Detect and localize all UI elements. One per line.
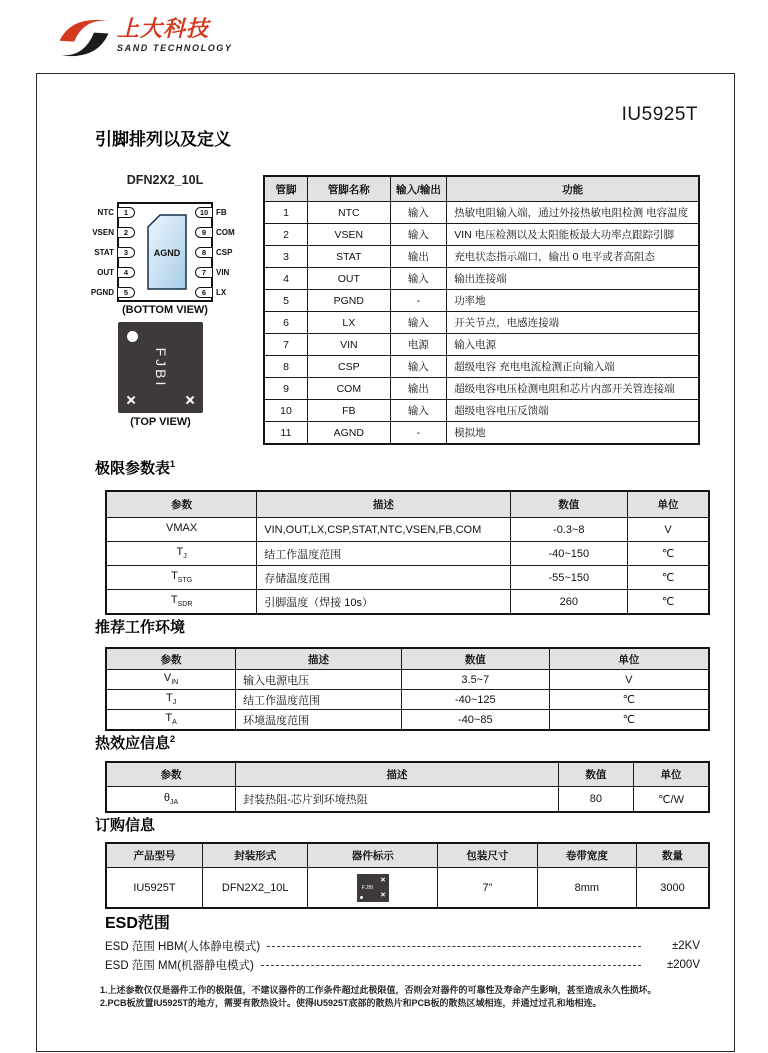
pin-number: 4 <box>123 267 129 277</box>
cell: 输出连接端 <box>447 268 699 290</box>
pin1-marker-dot <box>127 331 138 342</box>
column-header: 封装形式 <box>202 843 308 868</box>
pin-6 <box>195 287 213 298</box>
column-header: 数值 <box>558 762 633 787</box>
esd-line-mm <box>105 957 700 973</box>
top-view-label: (TOP VIEW) <box>130 416 191 428</box>
cell: DFN2X2_10L <box>202 868 308 909</box>
heading-text: 极限参数表 <box>95 460 171 477</box>
pin-name-label: FB <box>216 207 227 217</box>
cell: 热敏电阻输入端，通过外接热敏电阻检测 电容温度 <box>447 202 699 224</box>
column-header: 数量 <box>637 843 709 868</box>
esd-line-hbm <box>105 938 700 954</box>
table-row <box>264 224 699 246</box>
device-marking-icon <box>357 874 389 902</box>
param-symbol: T <box>170 594 178 607</box>
cell: 7” <box>438 868 537 909</box>
part-number-title: IU5925T <box>621 104 698 125</box>
cell: 存储温度范围 <box>257 566 510 590</box>
cell: FB <box>308 400 391 422</box>
cell: 电源 <box>390 334 447 356</box>
cell: 结工作温度范围 <box>236 690 402 710</box>
table-row <box>106 710 709 731</box>
recommended-table <box>105 647 710 731</box>
cell: 5 <box>264 290 308 312</box>
esd-value: ±2KV <box>671 940 700 952</box>
logo-text <box>117 13 233 53</box>
table-row <box>106 690 709 710</box>
cell <box>106 590 257 615</box>
param-subscript: A <box>172 719 177 727</box>
cell: 输入 <box>390 400 447 422</box>
cell: 模拟地 <box>447 422 699 445</box>
pin-7 <box>195 267 213 278</box>
pin-9 <box>195 227 213 238</box>
table-row <box>106 518 709 542</box>
cell: 开关节点，电感连接端 <box>447 312 699 334</box>
cell: VIN 电压检测以及太阳能板最大功率点跟踪引脚 <box>447 224 699 246</box>
cell: -0.3~8 <box>510 518 628 542</box>
cell: 结工作温度范围 <box>257 542 510 566</box>
column-header: 包装尺寸 <box>438 843 537 868</box>
pin1-marker-dot <box>360 896 363 899</box>
table-row <box>264 378 699 400</box>
limits-table <box>105 490 710 615</box>
pin-row <box>70 226 135 238</box>
param-symbol: T <box>165 712 173 725</box>
footnote-2: 2.PCB板放置IU5925T的地方，需要有散热设计。使得IU5925T底部的散热片和PCB板的散热区域相连，并通过过孔和地相连。 <box>100 998 602 1008</box>
pin-8 <box>195 247 213 258</box>
column-header: 单位 <box>634 762 709 787</box>
table-header-row <box>106 648 709 670</box>
section-heading-esd: ESD范围 <box>105 915 170 932</box>
dotted-leader <box>267 946 641 947</box>
thermal-table <box>105 761 710 813</box>
pin-name-label: STAT <box>94 247 114 257</box>
cell: 输出 <box>390 378 447 400</box>
pin-3 <box>117 247 135 258</box>
ordering-table <box>105 842 710 909</box>
cell: 输出 <box>390 246 447 268</box>
table-row <box>264 422 699 445</box>
param-subscript: STG <box>177 577 193 585</box>
pin-2 <box>117 227 135 238</box>
chip-marking-text: FJBI <box>152 347 169 388</box>
pin-row <box>70 246 135 258</box>
column-header: 参数 <box>106 491 257 518</box>
cell <box>106 670 236 690</box>
pin-row <box>195 206 270 218</box>
table-row <box>264 202 699 224</box>
cell: VSEN <box>308 224 391 246</box>
column-header: 描述 <box>257 491 510 518</box>
section-heading-limits <box>95 460 175 478</box>
column-header: 输入/输出 <box>390 176 447 202</box>
pin-number: 1 <box>123 207 129 217</box>
section-heading-pin-definition: 引脚排列以及定义 <box>95 130 231 149</box>
column-header: 描述 <box>236 648 402 670</box>
param-subscript: IN <box>171 679 179 687</box>
column-header: 管脚名称 <box>308 176 391 202</box>
cell: CSP <box>308 356 391 378</box>
cell: 7 <box>264 334 308 356</box>
table-row <box>264 356 699 378</box>
cell <box>106 787 236 813</box>
table-row <box>106 670 709 690</box>
cell <box>106 690 236 710</box>
param-symbol: V <box>163 672 172 685</box>
cell: 80 <box>558 787 633 813</box>
cell: 引脚温度（焊接 10s） <box>257 590 510 615</box>
cell: VIN,OUT,LX,CSP,STAT,NTC,VSEN,FB,COM <box>257 518 510 542</box>
cell: 260 <box>510 590 628 615</box>
cell: 封装热阻-芯片到环境热阻 <box>236 787 559 813</box>
column-header: 管脚 <box>264 176 308 202</box>
cell: 输入 <box>390 356 447 378</box>
cell <box>106 710 236 731</box>
heading-footnote-ref: 2 <box>170 734 176 744</box>
cell: STAT <box>308 246 391 268</box>
pin-definition-table <box>263 175 700 445</box>
pin-name-label: PGND <box>90 287 114 297</box>
x-mark-icon <box>126 395 136 405</box>
cell: 11 <box>264 422 308 445</box>
table-row <box>264 246 699 268</box>
cell: - <box>390 422 447 445</box>
column-header: 参数 <box>106 762 236 787</box>
cell: ℃/W <box>634 787 709 813</box>
table-row <box>106 566 709 590</box>
cell: -40~85 <box>401 710 549 731</box>
package-name-label: DFN2X2_10L <box>126 173 204 187</box>
column-header: 描述 <box>236 762 559 787</box>
cell: 4 <box>264 268 308 290</box>
cell <box>308 868 438 909</box>
cell: -55~150 <box>510 566 628 590</box>
column-header: 参数 <box>106 648 236 670</box>
table-header-row <box>106 491 709 518</box>
table-header-row <box>264 176 699 202</box>
cell: 8 <box>264 356 308 378</box>
column-header: 产品型号 <box>106 843 202 868</box>
cell: V <box>549 670 709 690</box>
logo-s-icon <box>55 13 113 63</box>
pin-row <box>195 266 270 278</box>
package-top-view-diagram <box>118 322 203 413</box>
param-symbol: T <box>176 546 184 559</box>
param-symbol: T <box>171 570 178 583</box>
column-header: 功能 <box>447 176 699 202</box>
footnotes <box>100 984 712 1010</box>
param-symbol: VMAX <box>166 522 198 535</box>
cell: 2 <box>264 224 308 246</box>
table-row <box>264 334 699 356</box>
cell: -40~125 <box>401 690 549 710</box>
section-heading-recommended: 推荐工作环境 <box>95 619 186 636</box>
column-header: 数值 <box>401 648 549 670</box>
cell: ℃ <box>549 710 709 731</box>
table-row <box>106 787 709 813</box>
dotted-leader <box>261 965 641 966</box>
table-row <box>264 312 699 334</box>
cell: 3000 <box>637 868 709 909</box>
cell: ℃ <box>628 566 709 590</box>
cell: 6 <box>264 312 308 334</box>
table-header-row <box>106 762 709 787</box>
pin-row <box>195 226 270 238</box>
cell: 输入 <box>390 268 447 290</box>
cell: 输入电源电压 <box>236 670 402 690</box>
x-mark-icon <box>185 395 195 405</box>
cell: 输入电源 <box>447 334 699 356</box>
esd-value: ±200V <box>666 959 700 971</box>
section-heading-thermal <box>95 735 175 753</box>
cell: AGND <box>308 422 391 445</box>
cell: 输入 <box>390 224 447 246</box>
column-header: 数值 <box>510 491 628 518</box>
cell: 充电状态指示端口，输出 0 电平或者高阻态 <box>447 246 699 268</box>
pin-name-label: OUT <box>97 267 114 277</box>
company-logo <box>55 13 233 63</box>
pin-name-label: CSP <box>216 247 233 257</box>
exposed-pad-diagram <box>147 214 187 290</box>
pin-number: 7 <box>201 267 207 277</box>
pin-row <box>195 286 270 298</box>
cell: 输入 <box>390 202 447 224</box>
pin-1 <box>117 207 135 218</box>
cell: 8mm <box>537 868 636 909</box>
column-header: 卷带宽度 <box>537 843 636 868</box>
column-header: 器件标示 <box>308 843 438 868</box>
param-subscript: JA <box>170 799 179 807</box>
table-header-row <box>106 843 709 868</box>
footnote-1: 1.上述参数仅仅是器件工作的极限值，不建议器件的工作条件超过此极限值，否则会对器件的可靠性及寿命产生影响，甚至造成永久性损坏。 <box>100 985 657 995</box>
param-subscript: J <box>183 553 187 561</box>
x-mark-icon <box>381 892 386 897</box>
pin-number: 10 <box>199 207 209 217</box>
heading-footnote-ref: 1 <box>170 459 176 469</box>
cell: 输入 <box>390 312 447 334</box>
heading-text: 热效应信息 <box>95 735 171 752</box>
pin-name-label: COM <box>216 227 235 237</box>
section-heading-ordering: 订购信息 <box>95 817 156 834</box>
table-row <box>106 868 709 909</box>
pin-5 <box>117 287 135 298</box>
cell: -40~150 <box>510 542 628 566</box>
table-row <box>264 268 699 290</box>
pin-row <box>70 266 135 278</box>
cell: ℃ <box>549 690 709 710</box>
cell: 功率地 <box>447 290 699 312</box>
param-symbol: θ <box>163 791 171 804</box>
cell <box>106 518 257 542</box>
cell: NTC <box>308 202 391 224</box>
cell: 超级电容电压检测电阻和芯片内部开关管连接端 <box>447 378 699 400</box>
pin-number: 3 <box>123 247 129 257</box>
cell: VIN <box>308 334 391 356</box>
param-subscript: J <box>172 699 177 707</box>
cell: COM <box>308 378 391 400</box>
cell <box>106 542 257 566</box>
cell: 环境温度范围 <box>236 710 402 731</box>
brand-name-cn: 上大科技 <box>117 16 210 41</box>
pin-4 <box>117 267 135 278</box>
chip-marking-text: FJBI <box>361 884 375 891</box>
pin-name-label: LX <box>216 287 227 297</box>
cell: - <box>390 290 447 312</box>
x-mark-icon <box>381 877 386 882</box>
cell: PGND <box>308 290 391 312</box>
esd-label: ESD 范围 HBM(人体静电模式) <box>105 941 261 953</box>
pin-number: 5 <box>123 287 129 297</box>
pin-row <box>70 206 135 218</box>
pin-name-label: VSEN <box>92 227 114 237</box>
pin-row <box>195 246 270 258</box>
table-row <box>264 290 699 312</box>
table-row <box>264 400 699 422</box>
column-header: 单位 <box>628 491 709 518</box>
pad-label: AGND <box>153 248 181 258</box>
cell: 超级电容电压反馈端 <box>447 400 699 422</box>
pin-name-label: VIN <box>216 267 230 277</box>
pin-number: 2 <box>123 227 129 237</box>
column-header: 单位 <box>549 648 709 670</box>
pin-number: 9 <box>201 227 207 237</box>
cell: LX <box>308 312 391 334</box>
cell: IU5925T <box>106 868 202 909</box>
table-row <box>106 542 709 566</box>
pin-row <box>70 286 135 298</box>
cell: V <box>628 518 709 542</box>
brand-name-en: SAND TECHNOLOGY <box>117 43 233 53</box>
pin-name-label: NTC <box>97 207 114 217</box>
param-symbol: T <box>165 692 173 705</box>
cell: 1 <box>264 202 308 224</box>
cell: 10 <box>264 400 308 422</box>
cell <box>106 566 257 590</box>
cell: 3.5~7 <box>401 670 549 690</box>
pin-10 <box>195 207 213 218</box>
pin-number: 6 <box>201 287 207 297</box>
esd-label: ESD 范围 MM(机器静电模式) <box>105 960 254 972</box>
bottom-view-label: (BOTTOM VIEW) <box>122 304 208 316</box>
cell: ℃ <box>628 590 709 615</box>
pin-number: 8 <box>201 247 207 257</box>
cell: 3 <box>264 246 308 268</box>
param-subscript: SDR <box>177 601 193 609</box>
cell: 9 <box>264 378 308 400</box>
cell: ℃ <box>628 542 709 566</box>
cell: OUT <box>308 268 391 290</box>
table-row <box>106 590 709 615</box>
cell: 超级电容 充电电流检测正向输入端 <box>447 356 699 378</box>
